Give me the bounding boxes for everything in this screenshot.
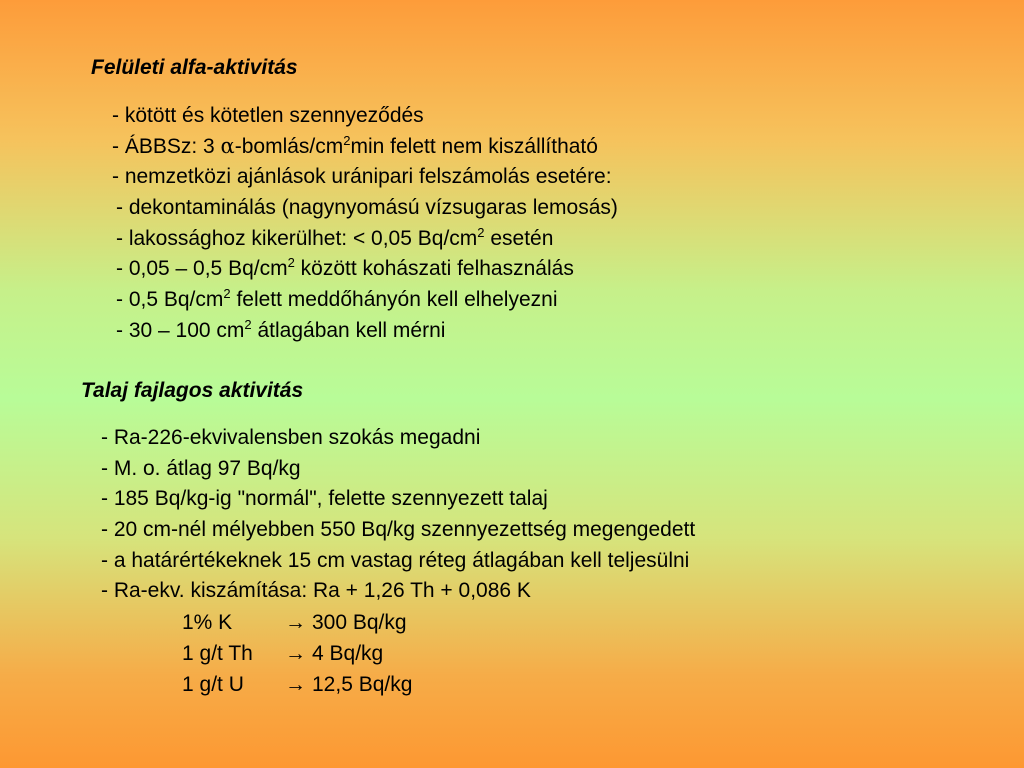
section2-item-2: - M. o. átlag 97 Bq/kg: [101, 457, 301, 480]
arrow-right-icon: →: [285, 673, 306, 696]
conversion-from: 1 g/t U: [182, 673, 244, 696]
item-pre: - 0,5 Bq/cm: [116, 288, 224, 311]
item-post: esetén: [484, 227, 554, 250]
item-post: átlagában kell mérni: [251, 319, 446, 342]
section1-item-3: - nemzetközi ajánlások uránipari felszámolás esetére:: [112, 165, 612, 188]
section1-item-5: [116, 227, 553, 251]
conversion-to: 12,5 Bq/kg: [312, 673, 413, 696]
section2-item-6: - Ra-ekv. kiszámítása: Ra + 1,26 Th + 0,086 K: [101, 579, 531, 602]
superscript: 2: [343, 133, 351, 148]
section1-item-2: [112, 134, 598, 159]
section2-title: Talaj fajlagos aktivitás: [81, 379, 304, 402]
arrow-right-icon: →: [285, 642, 306, 665]
item-pre: - 0,05 – 0,5 Bq/cm: [116, 257, 288, 280]
superscript: 2: [223, 286, 231, 301]
section2-item-4: - 20 cm-nél mélyebben 550 Bq/kg szennyezettség megengedett: [101, 518, 696, 541]
conversion-to: 300 Bq/kg: [312, 611, 407, 634]
superscript: 2: [287, 255, 295, 270]
conversion-to: 4 Bq/kg: [312, 642, 384, 665]
section2-item-5: - a határértékeknek 15 cm vastag réteg átlagában kell teljesülni: [101, 549, 690, 572]
section2-item-1: - Ra-226-ekvivalensben szokás megadni: [101, 426, 481, 449]
superscript: 2: [244, 317, 252, 332]
conversion-result: [285, 642, 383, 666]
conversion-from: 1 g/t Th: [182, 642, 253, 665]
section1-title: Felületi alfa-aktivitás: [91, 56, 298, 79]
item-post: felett meddőhányón kell elhelyezni: [230, 288, 558, 311]
section1-item-4: - dekontaminálás (nagynyomású vízsugaras lemosás): [116, 196, 618, 219]
section1-item-8: [116, 319, 445, 343]
abbsz-mid: -bomlás/cm: [234, 135, 344, 158]
item-pre: - 30 – 100 cm: [116, 319, 245, 342]
section1-item-6: [116, 257, 574, 281]
section1-item-1: - kötött és kötetlen szennyeződés: [112, 104, 424, 127]
arrow-right-icon: →: [285, 611, 306, 634]
superscript: 2: [477, 225, 485, 240]
section1-item-7: [116, 288, 557, 312]
abbsz-pre: - ÁBBSz: 3: [112, 135, 221, 158]
conversion-from: 1% K: [182, 611, 233, 634]
abbsz-post: min felett nem kiszállítható: [350, 135, 598, 158]
alpha-symbol: α: [220, 134, 235, 158]
item-pre: - lakossághoz kikerülhet: < 0,05 Bq/cm: [116, 227, 478, 250]
item-post: között kohászati felhasználás: [294, 257, 574, 280]
conversion-result: [285, 673, 412, 697]
section2-item-3: - 185 Bq/kg-ig "normál", felette szennyezett talaj: [101, 487, 548, 510]
conversion-result: [285, 611, 407, 635]
